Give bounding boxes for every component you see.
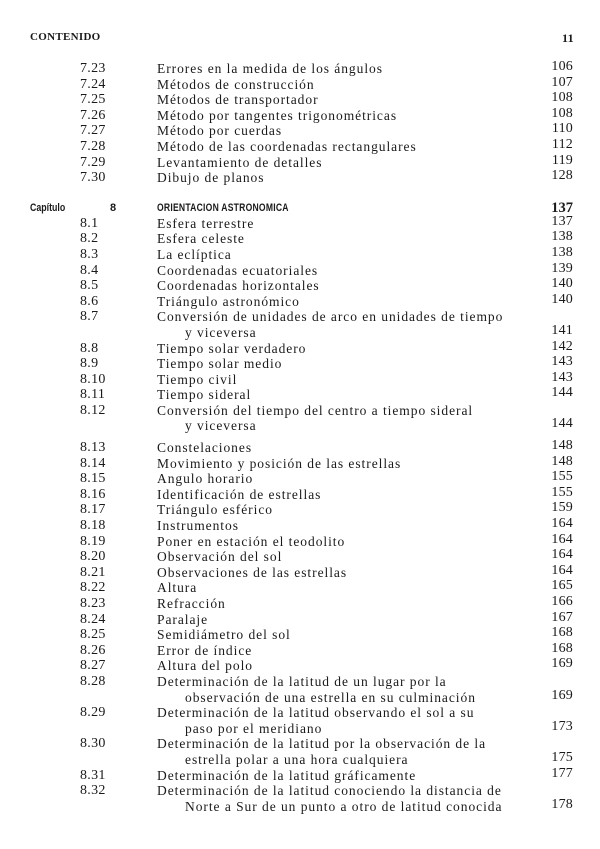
entry-title-line: Esfera celeste <box>157 231 245 247</box>
toc-entry <box>0 518 600 534</box>
entry-number: 8.28 <box>80 673 106 689</box>
toc-entry <box>0 765 600 784</box>
toc-entry <box>0 74 600 93</box>
toc-entry <box>0 136 600 155</box>
entry-page: 106 <box>551 59 573 74</box>
entry-title <box>157 341 557 357</box>
toc-entry <box>0 609 600 628</box>
entry-page: 119 <box>551 152 573 168</box>
entry-number: 8.5 <box>80 278 99 294</box>
entry-page: 138 <box>551 244 573 260</box>
entry-title-line: La eclíptica <box>157 246 232 262</box>
entry-title <box>157 580 557 596</box>
toc-entry <box>0 231 600 247</box>
entry-title <box>157 108 557 124</box>
entry-title-line: Coordenadas ecuatoriales <box>157 262 319 278</box>
entry-title-continuation: paso por el meridiano <box>185 720 323 736</box>
entry-title <box>157 92 557 108</box>
entry-number: 8.30 <box>80 736 106 752</box>
entry-title <box>157 658 557 674</box>
entry-number: 7.28 <box>80 138 106 154</box>
toc-entry <box>0 338 600 357</box>
toc-entry <box>0 61 600 77</box>
entry-number: 8.15 <box>80 471 106 487</box>
section-8-entries <box>0 213 600 815</box>
entry-title-line: Error de índice <box>157 642 253 658</box>
entry-page: 144 <box>551 385 573 401</box>
entry-page: 159 <box>551 500 573 516</box>
entry-page: 128 <box>551 168 573 184</box>
entry-title <box>157 77 557 93</box>
toc-entry <box>0 549 600 565</box>
entry-number: 8.7 <box>80 309 99 325</box>
entry-title-line: Tiempo solar verdadero <box>157 340 307 356</box>
toc-entry <box>0 387 600 403</box>
entry-title <box>157 565 557 581</box>
entry-title <box>157 736 557 767</box>
entry-title-line: Identificación de estrellas <box>157 486 322 502</box>
toc-entry <box>0 705 600 736</box>
entry-title-line: Tiempo sideral <box>157 387 252 403</box>
entry-page: 140 <box>551 276 573 292</box>
toc-entry <box>0 471 600 487</box>
entry-title-continuation: y viceversa <box>185 418 257 434</box>
entry-title-line: Conversión del tiempo del centro a tiempo sideral <box>157 402 474 418</box>
toc-entry <box>0 596 600 612</box>
toc-entry <box>0 531 600 550</box>
entry-title-line: Métodos de transportador <box>157 92 319 108</box>
entry-title <box>157 247 557 263</box>
toc-entry <box>0 736 600 767</box>
entry-title-line: Semidiámetro del sol <box>157 627 291 643</box>
entry-page: 148 <box>551 453 573 469</box>
entry-title-line: Determinación de la latitud gráficamente <box>157 767 417 783</box>
entry-number: 8.9 <box>80 356 99 372</box>
entry-title-continuation: observación de una estrella en su culminación <box>185 689 476 705</box>
entry-page: 164 <box>551 562 573 578</box>
entry-number: 8.1 <box>80 215 99 231</box>
entry-title <box>157 155 557 171</box>
entry-title-line: Coordenadas horizontales <box>157 278 320 294</box>
entry-number: 8.17 <box>80 502 106 518</box>
toc-entry <box>0 502 600 518</box>
entry-page: 143 <box>551 369 573 385</box>
entry-number: 8.13 <box>80 440 106 456</box>
entry-title <box>157 549 557 565</box>
entry-title <box>157 356 557 372</box>
entry-page: 142 <box>551 338 573 354</box>
toc-entry <box>0 291 600 310</box>
entry-title-line: Conversión de unidades de arco en unidades de tiempo <box>157 309 504 325</box>
entry-title-line: Angulo horario <box>157 471 254 487</box>
entry-number: 8.4 <box>80 262 99 278</box>
entry-title <box>157 502 557 518</box>
entry-page: 168 <box>551 625 573 641</box>
entry-number: 8.20 <box>80 549 106 565</box>
entry-page: 155 <box>551 484 573 500</box>
entry-title-continuation: estrella polar a una hora cualquiera <box>185 751 409 767</box>
entry-number: 8.26 <box>80 642 106 658</box>
entry-page: 178 <box>551 796 573 812</box>
entry-title-line: Paralaje <box>157 611 209 627</box>
entry-page: 148 <box>551 438 573 454</box>
entry-page: 141 <box>551 322 573 338</box>
toc-entry <box>0 309 600 340</box>
entry-page: 164 <box>551 547 573 563</box>
entry-number: 8.32 <box>80 783 106 799</box>
entry-page: 167 <box>551 609 573 625</box>
entry-title <box>157 263 557 279</box>
entry-title <box>157 518 557 534</box>
entry-title-line: Determinación de la latitud conociendo la distancia de <box>157 783 502 799</box>
chapter-heading <box>0 200 600 216</box>
entry-number: 7.29 <box>80 154 106 170</box>
entry-title <box>157 123 557 139</box>
toc-entry <box>0 403 600 434</box>
entry-page: 155 <box>551 469 573 485</box>
entry-number: 8.21 <box>80 564 106 580</box>
entry-title <box>157 139 557 155</box>
entry-page: 175 <box>551 749 573 765</box>
entry-number: 8.29 <box>80 705 106 721</box>
entry-number: 8.6 <box>80 293 99 309</box>
entry-title-line: Método de las coordenadas rectangulares <box>157 138 417 154</box>
entry-page: 177 <box>551 765 573 781</box>
page-number: 11 <box>562 31 574 45</box>
entry-title <box>157 705 557 736</box>
entry-page: 139 <box>551 260 573 276</box>
entry-page: 108 <box>551 90 573 106</box>
entry-title-line: Triángulo astronómico <box>157 293 300 309</box>
entry-title <box>157 231 557 247</box>
entry-title <box>157 456 557 472</box>
entry-title <box>157 387 557 403</box>
entry-number: 8.24 <box>80 611 106 627</box>
toc-entry <box>0 627 600 643</box>
entry-page: 169 <box>551 687 573 703</box>
table-of-contents <box>0 61 600 814</box>
entry-number: 8.10 <box>80 371 106 387</box>
toc-entry <box>0 640 600 659</box>
entry-title-line: Tiempo solar medio <box>157 356 283 372</box>
entry-number: 8.31 <box>80 767 106 783</box>
chapter-title: ORIENTACION ASTRONOMICA <box>157 201 289 214</box>
entry-title <box>157 471 557 487</box>
entry-number: 8.14 <box>80 455 106 471</box>
toc-entry <box>0 244 600 263</box>
entry-page: 137 <box>551 213 573 229</box>
entry-title-line: Dibujo de planos <box>157 170 265 186</box>
toc-entry <box>0 453 600 472</box>
entry-title <box>157 487 557 503</box>
entry-title-line: Errores en la medida de los ángulos <box>157 61 383 76</box>
entry-title-line: Tiempo civil <box>157 371 238 387</box>
toc-entry <box>0 152 600 171</box>
entry-page: 143 <box>551 354 573 370</box>
entry-number: 7.25 <box>80 92 106 108</box>
entry-number: 7.26 <box>80 107 106 123</box>
toc-entry <box>0 356 600 372</box>
entry-title <box>157 596 557 612</box>
entry-title-line: Poner en estación el teodolito <box>157 533 346 549</box>
entry-title <box>157 309 557 340</box>
toc-entry <box>0 123 600 139</box>
entry-title <box>157 170 557 186</box>
entry-title-line: Movimiento y posición de las estrellas <box>157 455 402 471</box>
entry-title-line: Triángulo esférico <box>157 502 273 518</box>
entry-title <box>157 278 557 294</box>
entry-title <box>157 372 557 388</box>
entry-number: 8.22 <box>80 580 106 596</box>
entry-title-continuation: Norte a Sur de un punto a otro de latitud conocida <box>185 798 503 814</box>
entry-title-line: Observación del sol <box>157 549 283 565</box>
toc-entry <box>0 260 600 279</box>
toc-entry <box>0 369 600 388</box>
entry-title <box>157 294 557 310</box>
entry-number: 8.16 <box>80 486 106 502</box>
chapter-number: 8 <box>110 201 117 214</box>
entry-number: 8.18 <box>80 518 106 534</box>
toc-entry <box>0 440 600 456</box>
entry-title <box>157 627 557 643</box>
entry-title-line: Instrumentos <box>157 518 239 534</box>
entry-title <box>157 61 557 77</box>
entry-title-line: Determinación de la latitud observando el sol a su <box>157 705 475 721</box>
toc-entry <box>0 484 600 503</box>
entry-title <box>157 612 557 628</box>
toc-entry <box>0 170 600 186</box>
entry-page: 164 <box>551 516 573 532</box>
entry-title-line: Determinación de la latitud por la observación de la <box>157 736 487 752</box>
entry-page: 166 <box>551 594 573 609</box>
entry-number: 7.23 <box>80 61 106 76</box>
entry-title-line: Levantamiento de detalles <box>157 154 323 170</box>
entry-title <box>157 783 557 814</box>
entry-page: 107 <box>551 74 573 90</box>
entry-title <box>157 216 557 232</box>
toc-entry <box>0 278 600 294</box>
entry-number: 8.25 <box>80 627 106 643</box>
entry-number: 8.19 <box>80 533 106 549</box>
chapter-label: Capítulo <box>30 201 66 214</box>
entry-number: 7.30 <box>80 170 106 186</box>
entry-title <box>157 674 557 705</box>
toc-entry <box>0 783 600 814</box>
chapter-page: 137 <box>551 199 573 216</box>
entry-page: 110 <box>551 121 573 137</box>
entry-page: 173 <box>551 718 573 734</box>
entry-title-line: Método por cuerdas <box>157 123 283 139</box>
entry-title <box>157 768 557 784</box>
entry-page: 138 <box>551 229 573 245</box>
entry-title <box>157 643 557 659</box>
entry-number: 7.24 <box>80 76 106 92</box>
entry-number: 8.23 <box>80 596 106 611</box>
entry-title-line: Altura del polo <box>157 658 253 674</box>
entry-number: 7.27 <box>80 123 106 139</box>
entry-page: 168 <box>551 640 573 656</box>
entry-page: 144 <box>551 416 573 432</box>
entry-number: 8.11 <box>80 387 106 403</box>
entry-title-line: Esfera terrestre <box>157 215 255 231</box>
entry-number: 8.3 <box>80 246 99 262</box>
entry-title-line: Refracción <box>157 596 226 611</box>
entry-title-line: Determinación de la latitud de un lugar por la <box>157 673 447 689</box>
entry-page: 164 <box>551 531 573 547</box>
toc-entry <box>0 562 600 581</box>
entry-page: 112 <box>551 136 573 152</box>
entry-title-line: Observaciones de las estrellas <box>157 564 348 580</box>
toc-entry <box>0 674 600 705</box>
toc-entry <box>0 580 600 596</box>
toc-entry <box>0 213 600 232</box>
toc-entry <box>0 105 600 124</box>
entry-page: 165 <box>551 578 573 594</box>
entry-title-line: Métodos de construcción <box>157 76 315 92</box>
entry-number: 8.2 <box>80 231 99 247</box>
entry-title <box>157 440 557 456</box>
entry-title-line: Altura <box>157 580 198 596</box>
entry-page: 108 <box>551 105 573 121</box>
toc-entry <box>0 658 600 674</box>
running-header-title: CONTENIDO <box>30 31 101 43</box>
entry-number: 8.8 <box>80 340 99 356</box>
entry-title-line: Constelaciones <box>157 440 253 456</box>
entry-page: 140 <box>551 291 573 307</box>
section-7-entries <box>0 61 600 186</box>
entry-title-line: Método por tangentes trigonométricas <box>157 107 398 123</box>
entry-title-continuation: y viceversa <box>185 324 257 340</box>
entry-page: 169 <box>551 656 573 672</box>
entry-number: 8.12 <box>80 402 106 418</box>
entry-number: 8.27 <box>80 658 106 674</box>
toc-entry <box>0 92 600 108</box>
entry-title <box>157 534 557 550</box>
entry-title <box>157 403 557 434</box>
